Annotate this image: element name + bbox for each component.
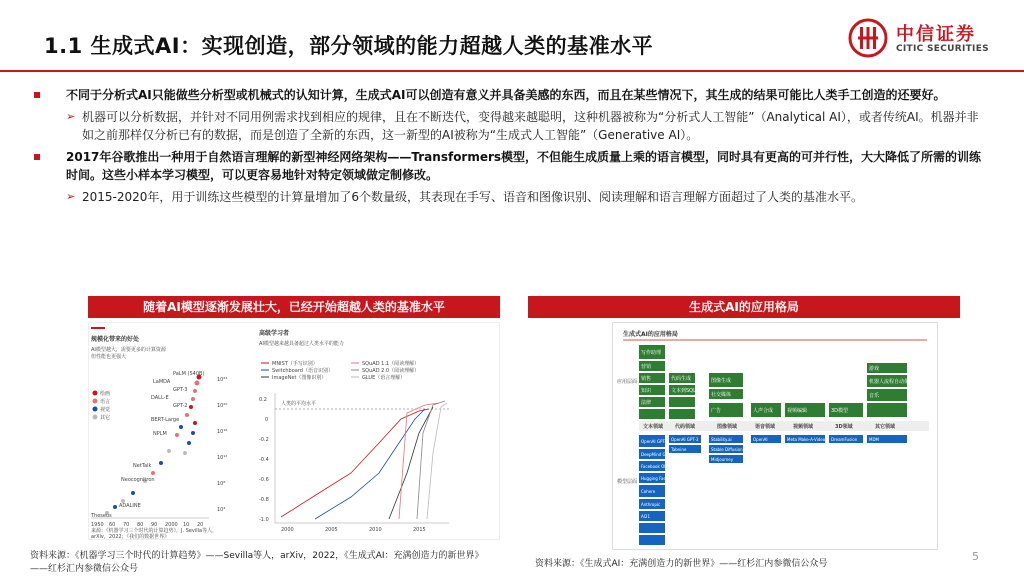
- ai-scale-figure-svg: [89, 323, 499, 539]
- logo-english-text: CITIC SECURITIES: [896, 44, 989, 54]
- y-tick-label: 10⁸: [217, 481, 226, 487]
- svg-text:NetTalk: NetTalk: [133, 463, 152, 469]
- svg-text:图像领域: 图像领域: [717, 424, 738, 430]
- svg-text:0.2: 0.2: [259, 397, 267, 403]
- square-bullet-icon: [34, 92, 40, 98]
- svg-text:Stable Diffusion: Stable Diffusion: [711, 447, 743, 452]
- bullet-level1: [30, 148, 990, 184]
- svg-text:写作助理: 写作助理: [641, 350, 662, 356]
- chart2-lines: [281, 401, 447, 519]
- svg-text:社交媒体: 社交媒体: [711, 392, 732, 398]
- left-panel-title: 随着AI模型逐渐发展壮大，已经开始超越人类的基准水平: [88, 296, 500, 318]
- svg-text:代码领域: 代码领域: [675, 424, 696, 430]
- x-tick-label: 20: [197, 522, 204, 528]
- svg-text:视频编辑: 视频编辑: [787, 408, 808, 414]
- svg-text:SQuAD 2.0（阅读理解）: SQuAD 2.0（阅读理解）: [362, 368, 420, 374]
- svg-text:-0.2: -0.2: [259, 437, 269, 443]
- svg-text:LaMDA: LaMDA: [153, 379, 171, 385]
- x-tick-label: 1950: [91, 522, 104, 528]
- svg-text:GPT-2: GPT-2: [173, 403, 188, 409]
- svg-text:OpenAI: OpenAI: [753, 437, 768, 442]
- page-title: 1.1 生成式AI：实现创造，部分领域的能力超越人类的基准水平: [44, 34, 654, 58]
- svg-text:MNIST（手写识别）: MNIST（手写识别）: [272, 361, 318, 367]
- svg-text:语言: 语言: [100, 399, 111, 405]
- svg-text:-0.8: -0.8: [259, 497, 269, 503]
- svg-text:代码生成: 代码生成: [671, 376, 692, 382]
- chart2-xticks: [281, 527, 426, 533]
- svg-text:DALL-E: DALL-E: [151, 395, 169, 401]
- svg-text:ImageNet（图像识别）: ImageNet（图像识别）: [272, 375, 327, 381]
- svg-text:MDM: MDM: [869, 437, 879, 442]
- logo-chinese-text: 中信证券: [896, 24, 976, 45]
- svg-text:0: 0: [265, 417, 269, 423]
- svg-text:Neocognitron: Neocognitron: [121, 477, 155, 483]
- svg-text:ADALINE: ADALINE: [119, 503, 141, 509]
- svg-text:GPT-3: GPT-3: [173, 387, 188, 393]
- svg-text:文本领域: 文本领域: [643, 424, 664, 430]
- citic-logo: [848, 18, 998, 62]
- square-bullet-icon: [34, 154, 40, 160]
- x-tick-label: 70: [123, 522, 130, 528]
- svg-text:Midjourney: Midjourney: [711, 457, 734, 462]
- svg-text:GLUE（语言理解）: GLUE（语言理解）: [362, 375, 406, 381]
- left-source-note: 资料来源：《机器学习三个时代的计算趋势》——Sevilla等人，arXiv，2022，《生成式AI：充满创造力的新世界》——红杉汇内参微信公众号: [30, 551, 484, 574]
- header-divider: [0, 70, 1024, 72]
- svg-text:PaLM (540B): PaLM (540B): [173, 371, 205, 377]
- svg-text:视频领域: 视频领域: [793, 424, 814, 430]
- svg-text:OpenAI GPT-3: OpenAI GPT-3: [671, 437, 699, 442]
- svg-text:2015: 2015: [413, 527, 426, 533]
- accent-bar: [91, 327, 105, 329]
- svg-text:其它: 其它: [100, 415, 111, 421]
- bullet-text: 不同于分析式AI只能做些分析型或机械式的认知计算，生成式AI可以创造有意义并具备美感的东西，而且在某些情况下，其生成的结果可能比人类手工创造的还要好。: [66, 88, 946, 102]
- svg-text:DreamFusion: DreamFusion: [831, 437, 858, 442]
- chart1-source: arXiv，2022；《我们的数据世界》: [91, 534, 170, 539]
- svg-text:2005: 2005: [325, 527, 338, 533]
- bullet-level2: [30, 188, 990, 206]
- bullet-list: [30, 86, 990, 210]
- svg-text:SQuAD 1.1（阅读理解）: SQuAD 1.1（阅读理解）: [362, 361, 420, 367]
- svg-text:Cohere: Cohere: [641, 489, 656, 494]
- chart1-note: 但性能也更强大: [91, 354, 127, 360]
- bullet-text: 机器可以分析数据，并针对不同用例需求找到相应的规律，且在不断迭代，变得越来越聪明，这种机器被称为“分析式人工智能”（Analytical AI），或者传统AI。机器并非如之前那样仅分析已有的数据，而是创造了全新的东西，这一新型的AI被称为“生成式人工智能”（Generative AI）。: [82, 110, 979, 142]
- y-tick-label: 10²⁰: [217, 403, 228, 409]
- y-tick-label: 10²⁴: [217, 377, 228, 383]
- bullet-level2: [30, 108, 990, 144]
- svg-text:Tabnine: Tabnine: [671, 447, 687, 452]
- genai-landscape-svg: [613, 323, 937, 549]
- right-source-note: 资料来源：《生成式AI：充满创造力的新世界》——红杉汇内参微信公众号: [535, 559, 828, 569]
- arrow-bullet-icon: ➢: [66, 110, 76, 123]
- chart1-title: 规模化带来的好处: [91, 336, 140, 343]
- chart2-note: AI模型越来越具备超过人类水平的能力: [259, 341, 344, 347]
- svg-text:销售: 销售: [641, 376, 652, 382]
- svg-text:2000: 2000: [281, 527, 294, 533]
- svg-text:知识: 知识: [641, 388, 652, 394]
- svg-text:BERT-Large: BERT-Large: [151, 417, 180, 423]
- y-tick-label: 10⁴: [217, 507, 226, 513]
- arrow-bullet-icon: ➢: [66, 190, 76, 203]
- svg-text:Meta Make-A-Video: Meta Make-A-Video: [787, 437, 826, 442]
- chart1-legend: [93, 390, 111, 421]
- svg-text:Hugging Face Bloom: Hugging Face Bloom: [641, 476, 683, 481]
- model-tile-labels: [641, 437, 880, 519]
- svg-text:OpenAI GPT-3: OpenAI GPT-3: [641, 439, 669, 444]
- citic-emblem-icon: [848, 18, 888, 58]
- x-tick-label: 90: [151, 522, 158, 528]
- side-label-app: 应用层面: [617, 379, 638, 385]
- svg-text:视觉: 视觉: [100, 407, 111, 413]
- svg-text:2010: 2010: [369, 527, 382, 533]
- svg-text:其它领域: 其它领域: [875, 424, 896, 430]
- chart2-legend: [261, 360, 419, 381]
- svg-text:Switchboard（语音识别）: Switchboard（语音识别）: [272, 368, 333, 374]
- x-tick-label: 10: [183, 522, 190, 528]
- svg-text:广告: 广告: [711, 408, 722, 414]
- x-tick-label: 2000: [165, 522, 178, 528]
- baseline-label: 人类的平均水平: [281, 401, 317, 407]
- svg-text:-0.4: -0.4: [259, 457, 269, 463]
- page-number: 5: [972, 550, 979, 563]
- x-tick-label: 80: [137, 522, 144, 528]
- svg-text:文本到SQL: 文本到SQL: [671, 388, 696, 394]
- svg-text:音乐: 音乐: [869, 393, 880, 399]
- svg-text:Stability.ai: Stability.ai: [711, 437, 732, 442]
- svg-text:人声合成: 人声合成: [753, 408, 774, 414]
- svg-text:Facebook OPT: Facebook OPT: [641, 464, 670, 469]
- svg-text:绘画: 绘画: [100, 391, 111, 397]
- svg-text:-1.0: -1.0: [259, 517, 269, 523]
- svg-text:DeepMind Gopher: DeepMind Gopher: [641, 452, 678, 457]
- landscape-title: 生成式AI的应用格局: [623, 331, 678, 338]
- chart1-note: AI模型越大，需要更多的计算资源: [91, 347, 166, 353]
- chart1-source: 来源：《机器学习三个时代的计算趋势》，J. Sevilla等人，: [91, 528, 218, 534]
- svg-text:法律: 法律: [641, 400, 652, 406]
- svg-text:3D领域: 3D领域: [835, 424, 853, 430]
- svg-text:图像生成: 图像生成: [711, 378, 732, 384]
- svg-text:NPLM: NPLM: [153, 431, 167, 437]
- svg-text:机器人流程自动化: 机器人流程自动化: [869, 379, 910, 385]
- svg-text:游戏: 游戏: [869, 366, 880, 372]
- svg-text:Anthropic: Anthropic: [641, 502, 661, 507]
- bullet-text: 2017年谷歌推出一种用于自然语言理解的新型神经网络架构——Transformers模型，不但能生成质量上乘的语言模型，同时具有更高的可并行性，大大降低了所需的训练时间。这些小样本学习模型，可以更容易地针对特定领域做定制修改。: [66, 150, 982, 182]
- x-tick-label: 60: [109, 522, 116, 528]
- genai-landscape-figure: [612, 322, 938, 550]
- svg-text:-0.6: -0.6: [259, 477, 269, 483]
- svg-text:营销: 营销: [641, 364, 652, 370]
- svg-text:3D模型: 3D模型: [831, 408, 849, 414]
- bullet-level1: [30, 86, 990, 104]
- ai-scale-figure: [88, 322, 500, 540]
- bullet-text: 2015-2020年，用于训练这些模型的计算量增加了6个数量级，其表现在手写、语音和图像识别、阅读理解和语言理解方面超过了人类的基准水平。: [82, 190, 864, 204]
- y-tick-label: 10¹⁶: [217, 429, 228, 435]
- svg-text:Theseus: Theseus: [91, 513, 112, 519]
- side-label-model: 模型层面: [617, 479, 638, 485]
- right-panel-title: 生成式AI的应用格局: [528, 296, 960, 318]
- chart1-yticks: [217, 377, 227, 513]
- chart2-yticks: [259, 397, 269, 523]
- svg-text:语音领域: 语音领域: [755, 424, 776, 430]
- y-tick-label: 10¹²: [217, 455, 228, 461]
- chart2-title: 高级学习者: [259, 330, 290, 337]
- svg-text:AI21: AI21: [641, 514, 651, 519]
